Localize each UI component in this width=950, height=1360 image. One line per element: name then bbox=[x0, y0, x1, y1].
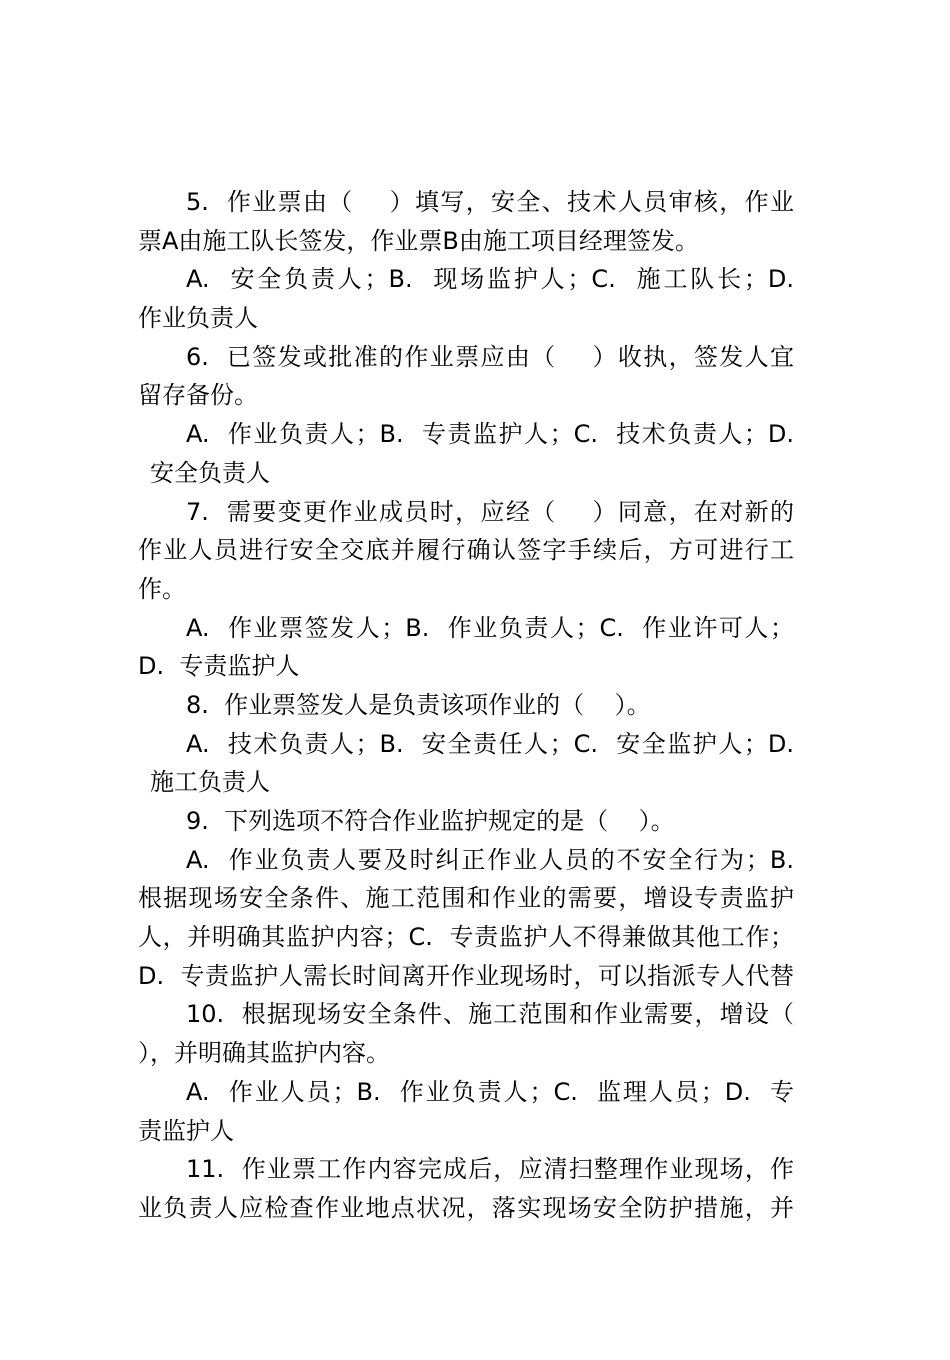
question-7-line-1: 7. 需要变更作业成员时，应经（ ）同意，在对新的 bbox=[186, 497, 794, 526]
question-6-line-1: 6. 已签发或批准的作业票应由（ ）收执，签发人宜 bbox=[186, 342, 794, 371]
question-7-options-line-1: A. 作业票签发人；B. 作业负责人；C. 作业许可人； bbox=[186, 613, 794, 642]
question-9-options-line-1: A. 作业负责人要及时纠正作业人员的不安全行为；B. bbox=[186, 845, 794, 874]
question-5-line-1: 5. 作业票由（ ）填写，安全、技术人员审核，作业 bbox=[186, 188, 794, 216]
question-6-line-2: 留存备份。 bbox=[138, 381, 258, 410]
question-7-options-line-2: D. 专责监护人 bbox=[138, 652, 300, 681]
question-11-line-1: 11. 作业票工作内容完成后，应清扫整理作业现场，作 bbox=[186, 1155, 794, 1184]
question-6-options-line-2: 安全负责人 bbox=[150, 458, 270, 487]
question-9-options-line-4: D. 专责监护人需长时间离开作业现场时，可以指派专人代替 bbox=[138, 961, 794, 990]
question-11-line-2: 业负责人应检查作业地点状况，落实现场安全防护措施，并 bbox=[138, 1193, 794, 1222]
question-7-line-2: 作业人员进行安全交底并履行确认签字手续后，方可进行工 bbox=[138, 536, 794, 565]
question-8-options-line-1: A. 技术负责人；B. 安全责任人；C. 安全监护人；D. bbox=[186, 729, 794, 758]
question-10-line-1: 10. 根据现场安全条件、施工范围和作业需要，增设（ bbox=[186, 1000, 794, 1029]
question-9-options-line-2: 根据现场安全条件、施工范围和作业的需要，增设专责监护 bbox=[138, 884, 794, 913]
question-5-options-line-2: 作业负责人 bbox=[138, 304, 258, 333]
question-9-line-1: 9. 下列选项不符合作业监护规定的是（ ）。 bbox=[186, 807, 675, 835]
question-10-options-line-2: 责监护人 bbox=[138, 1116, 234, 1145]
question-8-options-line-2: 施工负责人 bbox=[150, 768, 270, 797]
question-8-line-1: 8. 作业票签发人是负责该项作业的（ ）。 bbox=[186, 690, 651, 719]
question-7-line-3: 作。 bbox=[138, 574, 186, 603]
question-10-line-2: ），并明确其监护内容。 bbox=[138, 1039, 390, 1068]
question-5-line-2: 票A由施工队长签发，作业票B由施工项目经理签发。 bbox=[138, 226, 699, 255]
question-10-options-line-1: A. 作业人员；B. 作业负责人；C. 监理人员；D. 专 bbox=[186, 1077, 794, 1106]
question-5-options-line-1: A. 安全负责人；B. 现场监护人；C. 施工队长；D. bbox=[186, 265, 794, 294]
question-9-options-line-3: 人，并明确其监护内容；C. 专责监护人不得兼做其他工作； bbox=[138, 923, 794, 952]
document-body bbox=[138, 183, 794, 1228]
question-6-options-line-1: A. 作业负责人；B. 专责监护人；C. 技术负责人；D. bbox=[186, 420, 794, 449]
